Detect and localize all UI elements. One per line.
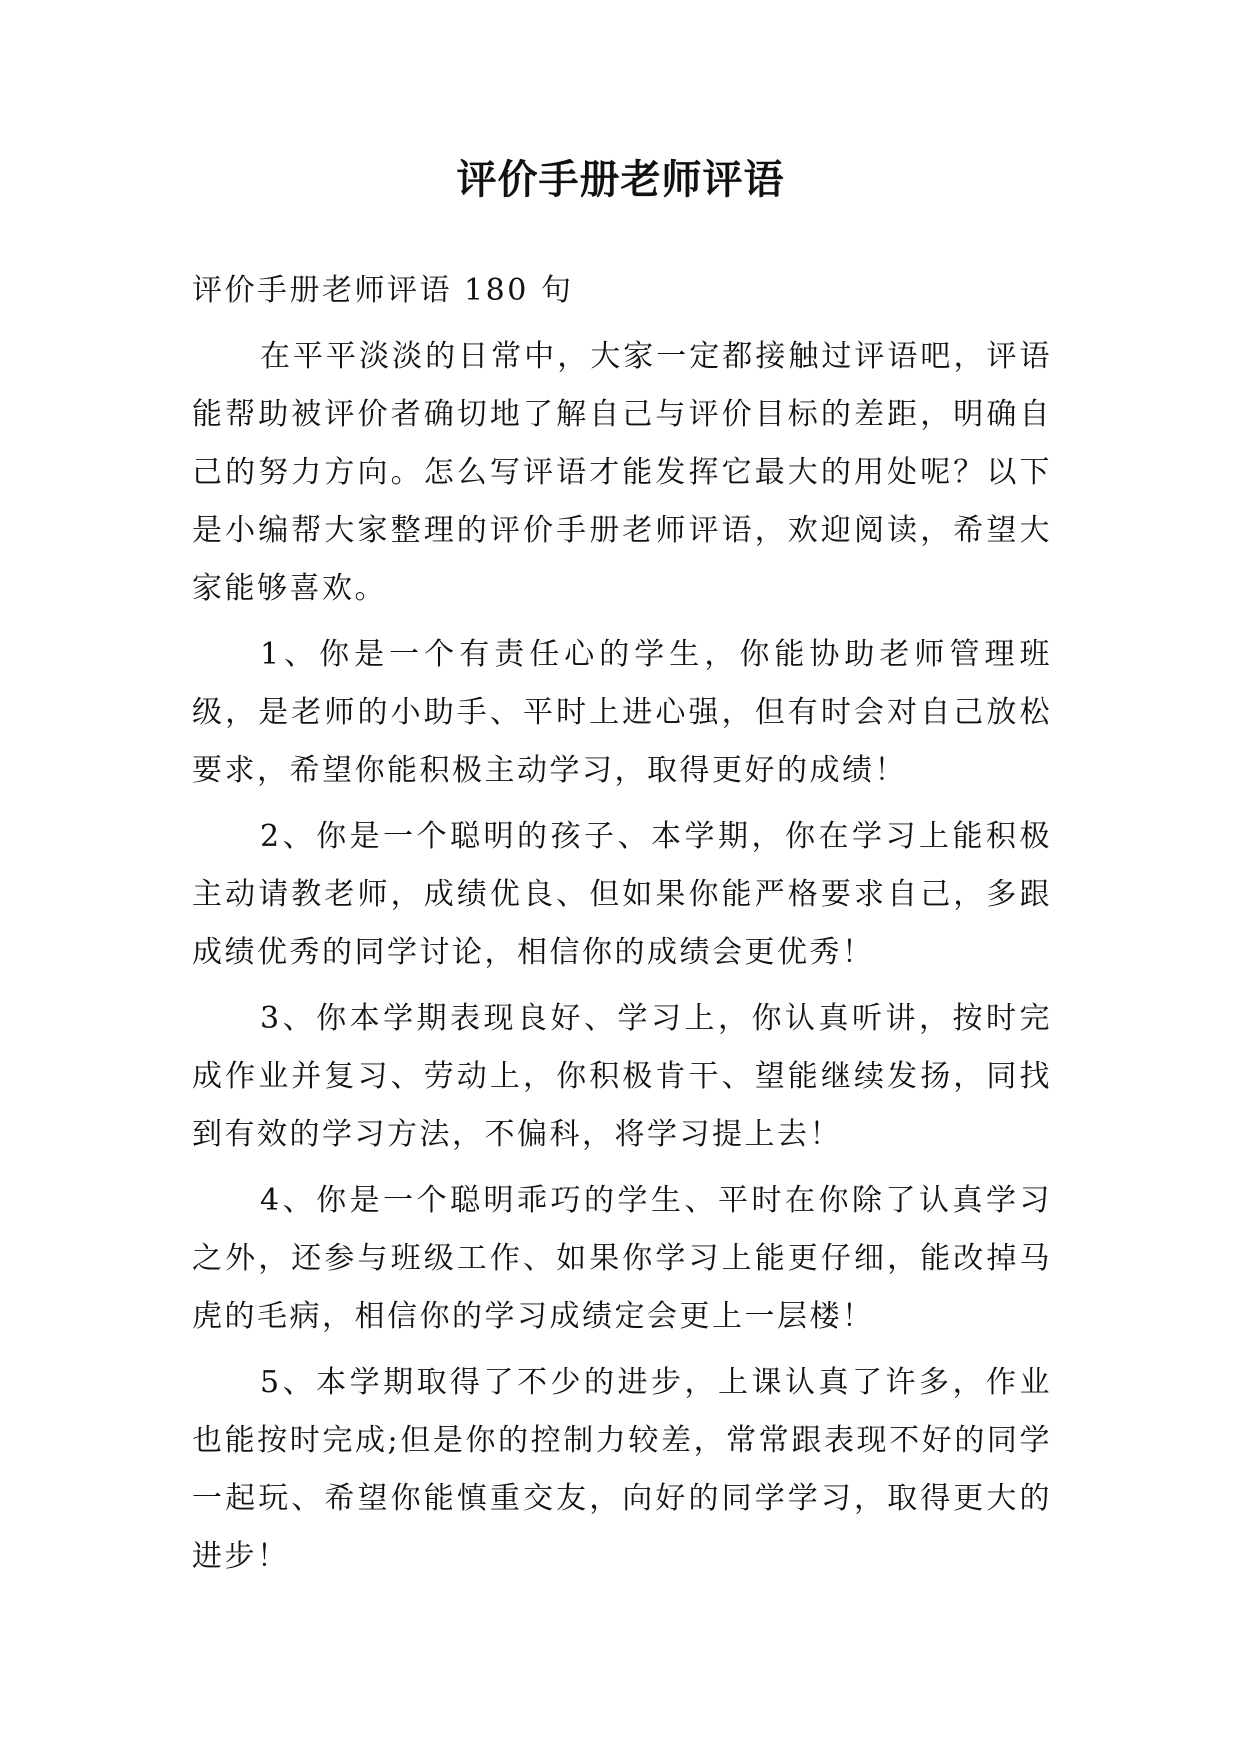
comment-paragraph-3: 3、你本学期表现良好、学习上，你认真听讲，按时完成作业并复习、劳动上，你积极肯干、望能继续发扬，同找到有效的学习方法，不偏科，将学习提上去！ xyxy=(192,1001,1052,1152)
comment-paragraph-2: 2、你是一个聪明的孩子、本学期，你在学习上能积极主动请教老师，成绩优良、但如果你能严格要求自己，多跟成绩优秀的同学讨论，相信你的成绩会更优秀！ xyxy=(192,819,1052,970)
comment-paragraph-4: 4、你是一个聪明乖巧的学生、平时在你除了认真学习之外，还参与班级工作、如果你学习上能更仔细，能改掉马虎的毛病，相信你的学习成绩定会更上一层楼！ xyxy=(192,1183,1052,1334)
document-title: 评价手册老师评语 xyxy=(456,156,785,203)
comment-paragraph-5: 5、本学期取得了不少的进步，上课认真了许多，作业也能按时完成;但是你的控制力较差，常常跟表现不好的同学一起玩、希望你能慎重交友，向好的同学学习，取得更大的进步！ xyxy=(192,1365,1052,1574)
intro-paragraph: 在平平淡淡的日常中，大家一定都接触过评语吧，评语能帮助被评价者确切地了解自己与评价目标的差距，明确自己的努力方向。怎么写评语才能发挥它最大的用处呢？以下是小编帮大家整理的评价手册老师评语，欢迎阅读，希望大家能够喜欢。 xyxy=(192,339,1052,606)
document-subtitle: 评价手册老师评语 180 句 xyxy=(192,273,574,308)
document-body xyxy=(192,262,1052,1594)
comment-paragraph-1: 1、你是一个有责任心的学生，你能协助老师管理班级，是老师的小助手、平时上进心强，但有时会对自己放松要求，希望你能积极主动学习，取得更好的成绩！ xyxy=(192,637,1052,788)
